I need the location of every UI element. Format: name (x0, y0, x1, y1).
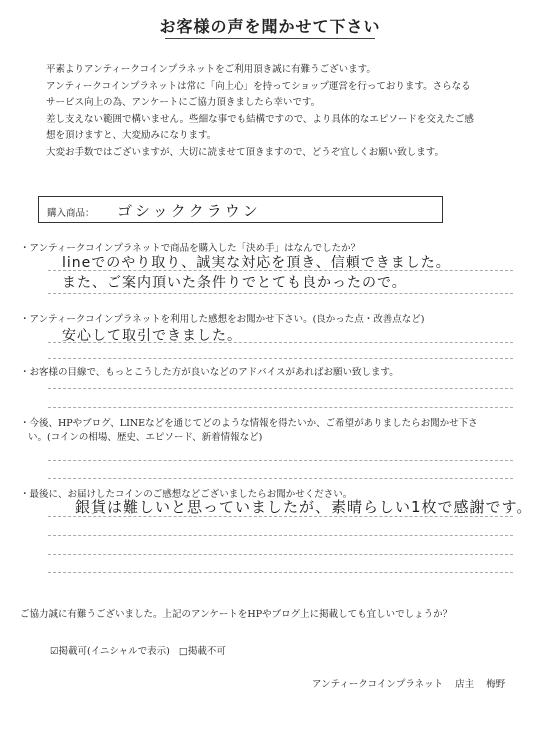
store-signature (312, 676, 505, 690)
answer-line (48, 572, 513, 573)
question-line: ・今後、HPやブログ、LINEなどを通じてどのような情報を得たいか、ご希望がありましたらお聞かせ下さ (20, 418, 478, 429)
answer-line (48, 516, 513, 517)
store-role: 店主 (455, 679, 475, 690)
question-impressions: ・アンティークコインプラネットを利用した感想をお聞かせ下さい。(良かった点・改善点など) (20, 314, 425, 325)
answer-handwritten-line: 安心して取引できました。 (62, 328, 242, 344)
question-final-comments: ・最後に、お届けしたコインのご感想などございましたらお聞かせください。 (20, 489, 353, 500)
answer-line (48, 535, 513, 536)
product-label: 購入商品： (47, 208, 95, 219)
answer-line (48, 478, 513, 479)
page-title: お客様の声を聞かせて下さい (159, 17, 381, 36)
answer-handwritten-line: lineでのやり取り、誠実な対応を頂き、信頼できました。 (62, 255, 451, 271)
question-deciding-factor: ・アンティークコインプラネットで商品を購入した「決め手」はなんでしたか？ (20, 243, 361, 254)
consent-no-checkbox[interactable]: □掲載不可 (178, 646, 226, 657)
intro-line: 大変お手数ではございますが、大切に読ませて頂きますので、どうぞ宜しくお願い致します。 (46, 146, 445, 158)
answer-handwritten-line: 銀貨は難しいと思っていましたが、素晴らしい1枚で感謝です。 (75, 498, 533, 516)
question-line: い。(コインの相場、歴史、エピソード、新着情報など) (28, 432, 263, 443)
product-handwritten-value: ゴシッククラウン (117, 202, 261, 220)
store-person: 梅野 (486, 679, 506, 690)
answer-line (48, 342, 513, 343)
answer-line (48, 358, 513, 359)
consent-options (50, 643, 232, 657)
question-information-wishes (20, 415, 478, 443)
title-underline (165, 38, 375, 39)
answer-line (48, 388, 513, 389)
question-advice: ・お客様の目線で、もっとこうした方が良いなどのアドバイスがあればお願い致します。 (20, 367, 399, 378)
intro-line: 想を頂けますと、大変励みになります。 (46, 130, 217, 141)
answer-line (48, 293, 513, 294)
closing-question: ご協力誠に有難うございました。上記のアンケートをHPやブログ上に掲載しても宜しいでしょうか？ (20, 609, 453, 620)
answer-handwritten-line: また、ご案内頂いた条件りでとても良かったので。 (62, 275, 407, 291)
product-box (38, 196, 443, 223)
intro-line: 平素よりアンティークコインプラネットをご利用頂き誠に有難うございます。 (46, 64, 376, 75)
intro-text (46, 62, 516, 161)
answer-line (48, 407, 513, 408)
intro-line: 差し支えない範囲で構いません。些細な事でも結構ですので、より具体的なエピソードを交えたご感 (46, 113, 474, 125)
answer-line (48, 460, 513, 461)
answer-line (48, 554, 513, 555)
intro-line: サービス向上の為、アンケートにご協力頂きましたら幸いです。 (46, 97, 321, 108)
answer-line (48, 270, 513, 271)
consent-yes-checkbox[interactable]: ☑掲載可(イニシャルで表示) (50, 646, 170, 657)
store-name: アンティークコインプラネット (312, 679, 444, 690)
intro-line: アンティークコインプラネットは常に「向上心」を持ってショップ運営を行っております。さらなる (46, 80, 471, 92)
